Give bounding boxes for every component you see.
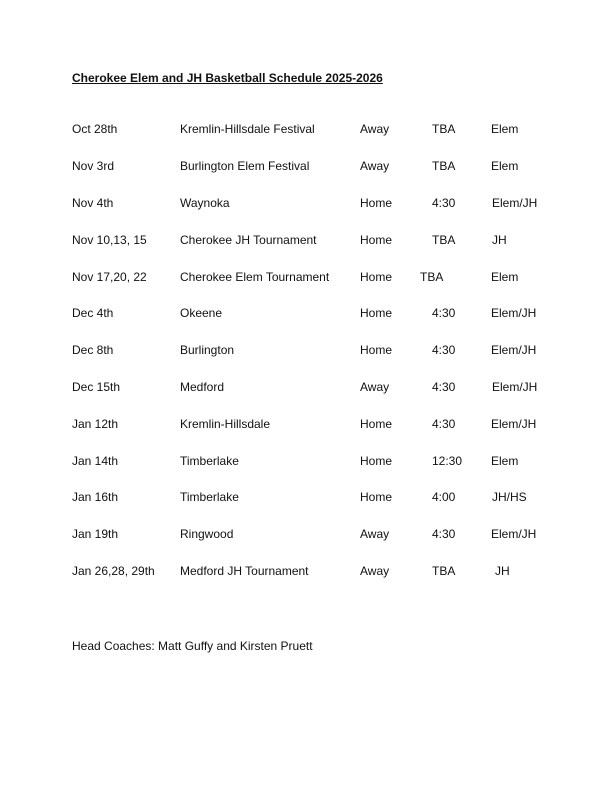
game-time: 4:30 xyxy=(432,196,456,210)
schedule-row xyxy=(0,487,612,507)
schedule-row xyxy=(0,156,612,176)
game-date: Nov 4th xyxy=(72,196,114,210)
game-event: Kremlin-Hillsdale Festival xyxy=(180,122,315,136)
game-time: TBA xyxy=(432,564,456,578)
schedule-row xyxy=(0,414,612,434)
game-event: Cherokee Elem Tournament xyxy=(180,270,330,284)
game-location: Away xyxy=(360,564,390,578)
game-date: Dec 15th xyxy=(72,380,121,394)
game-date: Jan 14th xyxy=(72,454,119,468)
schedule-row xyxy=(0,451,612,471)
schedule-row xyxy=(0,340,612,360)
game-location: Away xyxy=(360,159,390,173)
game-time: TBA xyxy=(432,122,456,136)
game-location: Home xyxy=(360,270,393,284)
game-level: JH xyxy=(495,564,510,578)
game-level: Elem xyxy=(491,454,519,468)
game-event: Cherokee JH Tournament xyxy=(180,233,317,247)
game-event: Burlington xyxy=(180,343,235,357)
game-time: TBA xyxy=(432,159,456,173)
game-event: Timberlake xyxy=(180,454,239,468)
game-location: Home xyxy=(360,417,393,431)
head-coaches: Head Coaches: Matt Guffy and Kirsten Pruett xyxy=(72,639,313,653)
schedule-row xyxy=(0,524,612,544)
game-level: Elem xyxy=(491,159,519,173)
game-event: Burlington Elem Festival xyxy=(180,159,310,173)
game-location: Home xyxy=(360,306,393,320)
game-event: Kremlin-Hillsdale xyxy=(180,417,271,431)
game-location: Home xyxy=(360,454,393,468)
game-event: Ringwood xyxy=(180,527,234,541)
schedule-row xyxy=(0,230,612,250)
schedule-row xyxy=(0,561,612,581)
game-location: Home xyxy=(360,343,393,357)
game-level: Elem/JH xyxy=(491,527,537,541)
game-time: TBA xyxy=(420,270,444,284)
schedule-row xyxy=(0,303,612,323)
schedule-row xyxy=(0,377,612,397)
schedule-row xyxy=(0,119,612,139)
schedule-row xyxy=(0,193,612,213)
game-date: Dec 4th xyxy=(72,306,114,320)
game-date: Nov 3rd xyxy=(72,159,115,173)
game-level: Elem/JH xyxy=(491,306,537,320)
game-time: 4:30 xyxy=(432,380,456,394)
game-time: TBA xyxy=(432,233,456,247)
game-level: JH xyxy=(492,233,507,247)
game-level: Elem/JH xyxy=(492,196,538,210)
game-date: Nov 17,20, 22 xyxy=(72,270,147,284)
game-time: 4:00 xyxy=(432,490,456,504)
page-title: Cherokee Elem and JH Basketball Schedule 2025-2026 xyxy=(72,71,383,85)
game-location: Away xyxy=(360,527,390,541)
schedule-row xyxy=(0,267,612,287)
game-level: Elem xyxy=(491,122,519,136)
game-location: Away xyxy=(360,122,390,136)
game-level: JH/HS xyxy=(492,490,527,504)
game-date: Jan 19th xyxy=(72,527,119,541)
game-date: Nov 10,13, 15 xyxy=(72,233,147,247)
game-event: Timberlake xyxy=(180,490,239,504)
game-date: Oct 28th xyxy=(72,122,118,136)
game-time: 4:30 xyxy=(432,527,456,541)
game-time: 4:30 xyxy=(432,343,456,357)
game-location: Home xyxy=(360,490,393,504)
game-date: Dec 8th xyxy=(72,343,114,357)
game-date: Jan 12th xyxy=(72,417,119,431)
game-event: Medford JH Tournament xyxy=(180,564,309,578)
game-level: Elem/JH xyxy=(492,380,538,394)
game-time: 4:30 xyxy=(432,417,456,431)
game-event: Okeene xyxy=(180,306,223,320)
game-location: Home xyxy=(360,196,393,210)
game-level: Elem/JH xyxy=(491,417,537,431)
game-time: 12:30 xyxy=(432,454,463,468)
game-event: Waynoka xyxy=(180,196,230,210)
game-location: Away xyxy=(360,380,390,394)
game-location: Home xyxy=(360,233,393,247)
game-date: Jan 16th xyxy=(72,490,119,504)
game-level: Elem xyxy=(491,270,519,284)
game-event: Medford xyxy=(180,380,225,394)
game-time: 4:30 xyxy=(432,306,456,320)
game-level: Elem/JH xyxy=(491,343,537,357)
game-date: Jan 26,28, 29th xyxy=(72,564,155,578)
